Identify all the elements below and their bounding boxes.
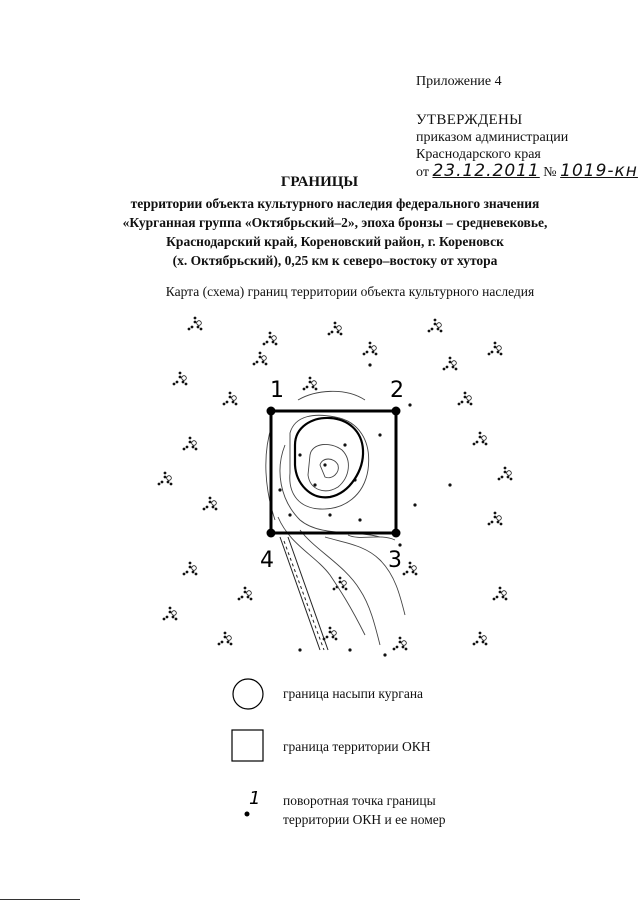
- legend-mound-label: граница насыпи кургана: [283, 686, 424, 701]
- point-label-3: 3: [388, 548, 402, 573]
- point-legend-icon: [230, 784, 266, 824]
- steppe-symbol: [203, 497, 218, 511]
- steppe-symbol: [328, 322, 343, 336]
- turning-point-4: [267, 529, 276, 538]
- elevation-mark: [298, 453, 301, 456]
- legend-point-label: [283, 791, 446, 829]
- elevation-mark: [298, 648, 301, 651]
- road: [280, 537, 328, 650]
- elevation-mark: [378, 433, 381, 436]
- steppe-symbol: [488, 512, 503, 526]
- elevation-mark: [408, 403, 411, 406]
- legend-point-number: 1: [249, 788, 261, 809]
- mound-legend-icon: [230, 676, 266, 712]
- appendix-label: Приложение 4: [416, 74, 502, 89]
- elevation-mark: [323, 463, 326, 466]
- subtitle-line-1: территории объекта культурного наследия федерального значения: [130, 196, 540, 211]
- subtitle-line-4: (х. Октябрьский), 0,25 км к северо–востоку от хутора: [172, 253, 498, 268]
- territory-legend-icon: [230, 728, 266, 764]
- turning-point-3: [392, 529, 401, 538]
- legend-point-line-2: территории ОКН и ее номер: [283, 812, 446, 827]
- subtitle-line-3: Краснодарский край, Кореновский район, г. Кореновск: [166, 234, 504, 249]
- elevation-mark: [343, 443, 346, 446]
- steppe-symbol: [473, 432, 488, 446]
- steppe-symbol: [493, 587, 508, 601]
- steppe-symbol: [173, 372, 188, 386]
- steppe-symbol: [333, 577, 348, 591]
- map-caption: Карта (схема) границ территории объекта культурного наследия: [165, 284, 535, 299]
- steppe-symbol: [163, 607, 178, 621]
- document-subtitle: [70, 194, 600, 270]
- elevation-mark: [278, 488, 281, 491]
- point-label-4: 4: [260, 548, 274, 573]
- elevation-mark: [313, 483, 316, 486]
- elevation-mark: [368, 363, 371, 366]
- steppe-symbol: [303, 377, 318, 391]
- steppe-symbol: [183, 437, 198, 451]
- date-prefix: от: [416, 165, 429, 180]
- steppe-symbol: [263, 332, 278, 346]
- steppe-symbol: [393, 637, 408, 651]
- subtitle-line-2: «Курганная группа «Октябрьский–2», эпоха бронзы – средневековье,: [122, 215, 548, 230]
- steppe-symbol: [428, 319, 443, 333]
- legend-point-line-1: поворотная точка границы: [283, 793, 436, 808]
- elevation-mark: [328, 513, 331, 516]
- steppe-symbols: [158, 317, 513, 651]
- steppe-symbol: [218, 632, 233, 646]
- steppe-symbol: [183, 562, 198, 576]
- steppe-symbol: [473, 632, 488, 646]
- elevation-mark: [398, 543, 401, 546]
- turning-point-2: [392, 407, 401, 416]
- elevation-mark: [288, 513, 291, 516]
- steppe-symbol: [223, 392, 238, 406]
- boundary-map: [150, 305, 530, 665]
- steppe-symbol: [443, 357, 458, 371]
- footer-rule: [0, 899, 80, 900]
- elevation-mark: [448, 483, 451, 486]
- approval-block: [416, 112, 638, 181]
- elevation-mark: [383, 653, 386, 656]
- steppe-symbol: [188, 317, 203, 331]
- steppe-symbol: [498, 467, 513, 481]
- legend-territory-label: граница территории ОКН: [283, 739, 431, 754]
- handwritten-date: 23.12.2011: [432, 161, 540, 181]
- elevation-mark: [413, 503, 416, 506]
- elevation-mark: [358, 518, 361, 521]
- elevation-mark: [348, 648, 351, 651]
- steppe-symbol: [323, 627, 338, 641]
- contour-lines: [266, 391, 405, 645]
- steppe-symbol: [488, 342, 503, 356]
- approved-region-line: Краснодарского края: [416, 147, 541, 162]
- document-title: ГРАНИЦЫ: [280, 174, 359, 190]
- point-label-1: 1: [270, 378, 284, 403]
- mound-boundary: [295, 418, 363, 497]
- steppe-symbol: [158, 472, 173, 486]
- approved-order-line: приказом администрации: [416, 130, 569, 145]
- number-prefix: №: [543, 165, 557, 180]
- turning-points: [260, 378, 404, 573]
- handwritten-number: 1019-кн: [560, 161, 638, 181]
- elevation-marks: [278, 363, 451, 656]
- steppe-symbol: [403, 562, 418, 576]
- point-label-2: 2: [390, 378, 404, 403]
- approved-title: УТВЕРЖДЕНЫ: [416, 112, 523, 128]
- turning-point-1: [267, 407, 276, 416]
- steppe-symbol: [458, 392, 473, 406]
- steppe-symbol: [238, 587, 253, 601]
- steppe-symbol: [253, 352, 268, 366]
- steppe-symbol: [363, 342, 378, 356]
